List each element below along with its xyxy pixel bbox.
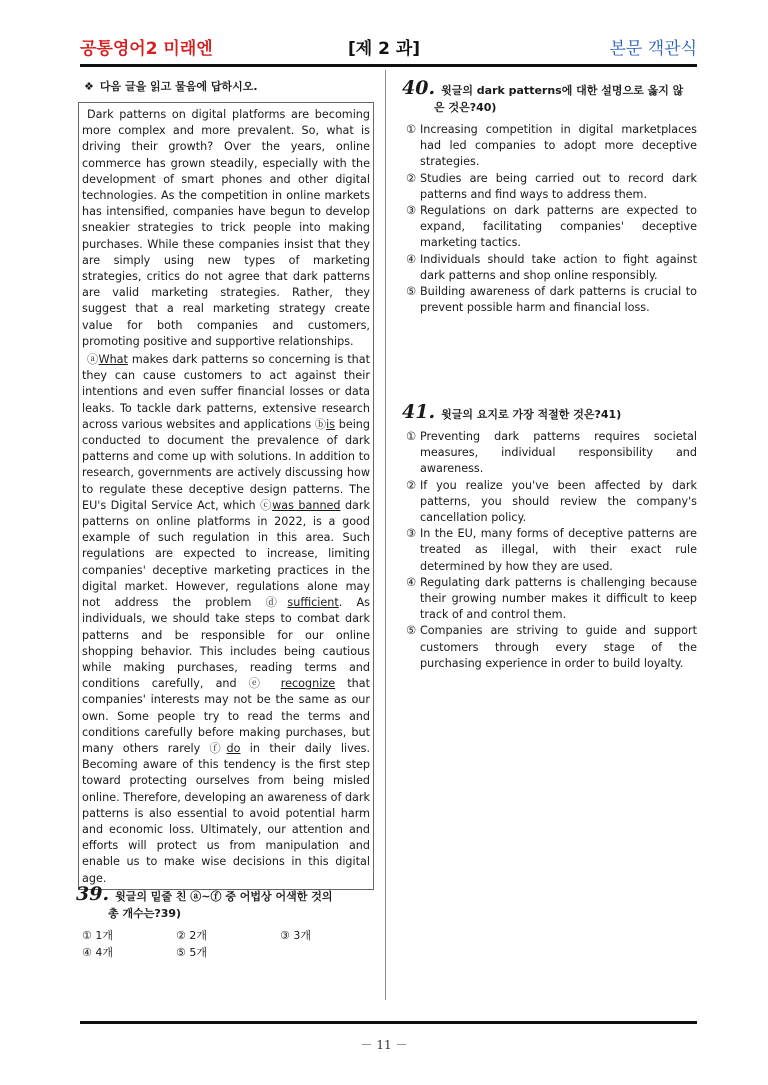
underlined-phrase: is	[326, 417, 336, 431]
option-text: Building awareness of dark patterns is crucial to prevent possible harm and financial loss.	[420, 285, 697, 315]
passage-text: that companies' interests may not be the same as our own. Some people try to read the terms and conditions carefully before making purchases, but many others rarely ⓕ	[82, 677, 370, 755]
question-39-stem: 39. 윗글의 밑줄 친 ⓐ~ⓕ 중 어법상 어색한 것의 총 개수는?39)	[76, 883, 333, 920]
question-40-stem: 40. 윗글의 dark patterns에 대한 설명으로 옳지 않 은 것은?40)	[402, 77, 684, 114]
option[interactable]: ② 2개	[176, 929, 207, 942]
question-40-number: 40.	[402, 77, 436, 99]
option-text: In the EU, many forms of deceptive patterns are treated as illegal, with their exact rule determined by how they are used.	[420, 527, 697, 573]
passage-text: makes dark patterns so concerning is that they can cause customers to act against their intentions and even suffer financial losses or data leaks. To tackle dark patterns, extensive research across various websites and applications ⓑ	[82, 353, 370, 431]
question-40-options	[402, 122, 697, 316]
reading-passage	[78, 102, 374, 890]
question-41	[402, 401, 697, 672]
passage-text: . As individuals, we should take steps to combat dark patterns and be responsible for our online shopping behavior. This includes being cautious while making purchases, reading terms and conditions carefully, and ⓔ	[82, 596, 370, 691]
option-text: Companies are striving to guide and support customers through every stage of the purchasing experience in order to build loyalty.	[420, 624, 697, 670]
column-divider	[385, 70, 386, 1000]
question-41-stem: 41. 윗글의 요지로 가장 적절한 것은?41)	[402, 401, 622, 423]
option-number: ③	[406, 527, 417, 541]
header-rule	[80, 64, 697, 67]
option[interactable]: ⑤ 5개	[176, 946, 207, 959]
underlined-phrase: What	[98, 353, 128, 367]
option-number: ④	[406, 252, 417, 266]
underlined-phrase: was banned	[272, 498, 341, 512]
question-39-number: 39.	[76, 883, 110, 905]
option[interactable]	[406, 623, 697, 672]
option[interactable]	[406, 526, 697, 575]
underlined-phrase: recognize	[280, 677, 336, 691]
passage-text: ⓐ	[87, 353, 99, 367]
question-41-options	[402, 429, 697, 672]
option[interactable]	[406, 478, 697, 527]
option-number: ⑤	[406, 624, 417, 638]
option-number: ④	[406, 575, 417, 589]
section-label: 본문 객관식	[609, 39, 697, 59]
question-39-options	[76, 928, 376, 962]
option-text: Increasing competition in digital marketplaces had led companies to adopt more deceptive strategies.	[420, 123, 697, 169]
diamond-icon: ❖	[84, 80, 94, 93]
option[interactable]	[406, 284, 697, 316]
option-text: Studies are being carried out to record dark patterns and find ways to address them.	[420, 171, 697, 201]
passage-text: in their daily lives. Becoming aware of this tendency is the first step toward protecting ourselves from being misled online. Therefore, developing an awareness of dark patterns is also essential to avoid potential harm and economic loss. Ultimately, our attention and efforts will protect us from manipulation and enable us to make wise decisions in this digital age.	[82, 741, 370, 885]
page-number: － 11 －	[360, 1038, 408, 1052]
option-number: ②	[406, 171, 417, 185]
page-header	[80, 30, 697, 60]
option[interactable]	[406, 575, 697, 624]
option[interactable]	[406, 429, 697, 478]
instruction	[84, 78, 374, 94]
passage-paragraph-1: Dark patterns on digital platforms are becoming more complex and more prevalent. So, what is driving their growth? Over the years, online commerce has grown steadily, especially with the development of smart phones and other digital technologies. As the competition in online markets has intensified, companies have begun to develop sneakier strategies to trick people into making purchases. While these companies insist that they are simply using new types of marketing strategies, critics do not agree that dark patterns are valid marketing strategies. Rather, they suggest that a real marketing strategy create value for both companies and customers, promoting positive and supportive relationships.	[82, 108, 370, 348]
footer-rule	[80, 1021, 697, 1024]
passage-paragraph-2	[82, 352, 370, 887]
right-column	[402, 77, 697, 316]
option[interactable]: ④ 4개	[82, 946, 113, 959]
option[interactable]: ① 1개	[82, 929, 113, 942]
option[interactable]	[406, 122, 697, 171]
option-number: ③	[406, 204, 417, 218]
passage-text: dark patterns on online platforms in 2022, is a good example of such regulation in this area. Such regulations are expected to increase, limiting companies' deceptive marketing practices in the digital market. However, regulations alone may not address the problem ⓓ	[82, 498, 370, 610]
option[interactable]: ③ 3개	[280, 929, 311, 942]
passage-text: being conducted to document the prevalence of dark patterns and come up with solutions. In addition to research, governments are actively discussing how to regulate these deceptive design patterns. The EU's Digital Service Act, which ⓒ	[82, 417, 370, 512]
option-number: ①	[406, 430, 417, 443]
left-column	[78, 74, 374, 890]
lesson-label: [제 2 과]	[348, 39, 421, 59]
option-number: ①	[406, 123, 417, 136]
underlined-phrase: sufficient	[287, 596, 339, 610]
option[interactable]	[406, 171, 697, 203]
option-number: ②	[406, 478, 417, 492]
option[interactable]	[406, 203, 697, 252]
underlined-phrase: do	[226, 741, 241, 755]
textbook-title: 공통영어2 미래엔	[80, 39, 213, 59]
option[interactable]	[406, 252, 697, 284]
option-text: Individuals should take action to fight against dark patterns and shop online responsibly.	[420, 252, 697, 282]
option-text: If you realize you've been affected by dark patterns, you should review the company's cancellation policy.	[420, 478, 697, 525]
option-number: ⑤	[406, 285, 417, 299]
question-41-number: 41.	[402, 401, 436, 423]
option-text: Regulations on dark patterns are expected to expand, facilitating companies' deceptive marketing tactics.	[420, 204, 697, 250]
option-text: Regulating dark patterns is challenging because their growing number makes it difficult to keep track of and control them.	[420, 575, 697, 622]
question-39	[76, 883, 376, 962]
option-text: Preventing dark patterns requires societal measures, individual responsibility and awareness.	[420, 430, 697, 476]
instruction-text: 다음 글을 읽고 물음에 답하시오.	[99, 80, 258, 93]
